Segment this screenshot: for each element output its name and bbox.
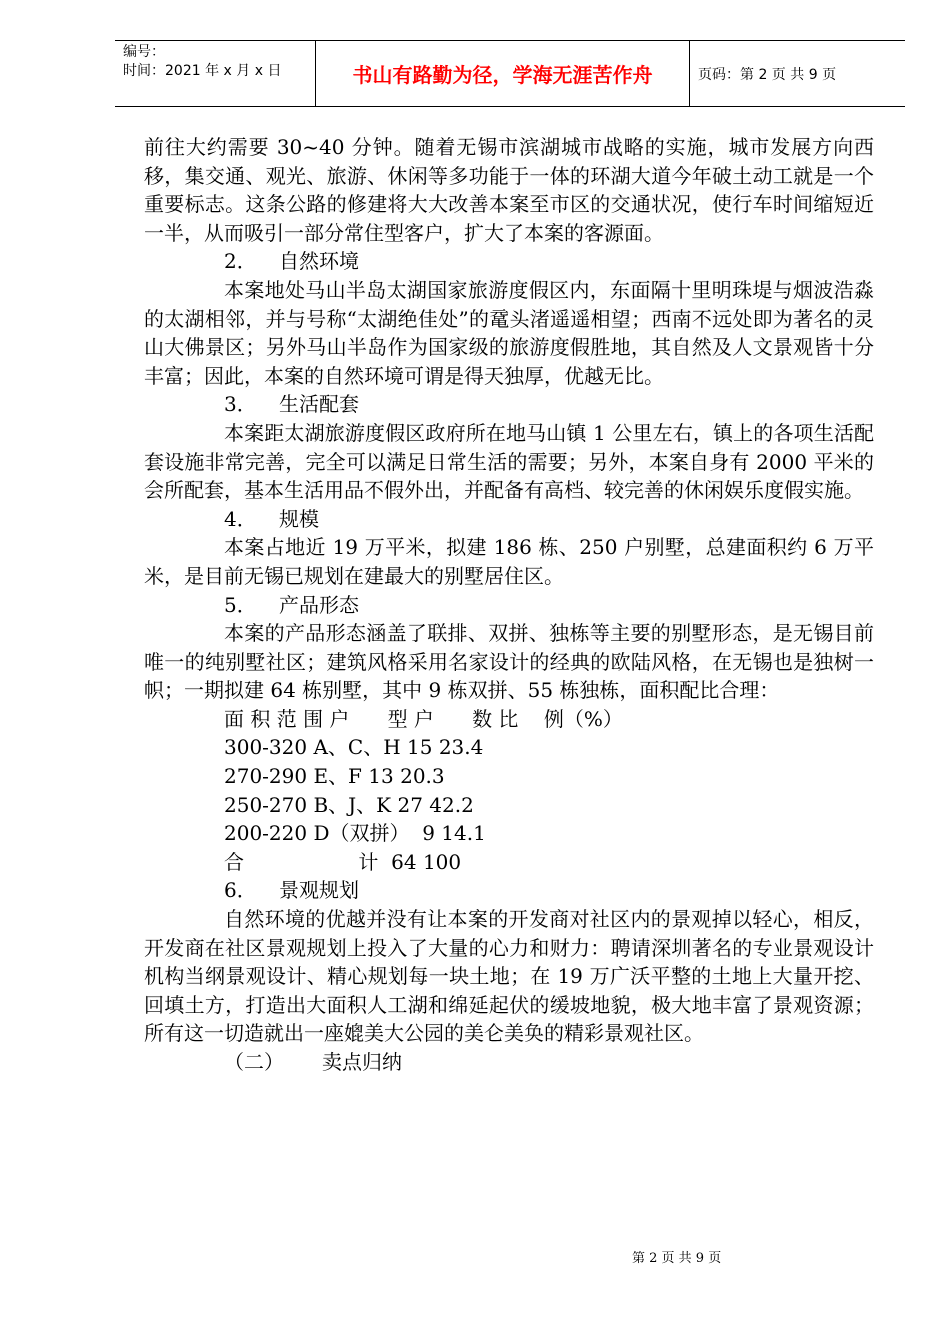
section-heading-product-form — [144, 591, 874, 620]
document-body — [144, 133, 874, 1077]
section-heading-natural-environment — [144, 247, 874, 276]
time-label: 时间：2021 年 x 月 x 日 — [123, 63, 282, 79]
section-number: 3． — [224, 392, 257, 417]
section-title: 生活配套 — [279, 392, 359, 417]
section-number: 2． — [224, 249, 257, 274]
subsection-heading-selling-points — [144, 1048, 874, 1077]
serial-number-label: 编号： — [123, 44, 165, 60]
paragraph-intro: 前往大约需要 30~40 分钟。随着无锡市滨湖城市战略的实施，城市发展方向西移，集交通、观光、旅游、休闲等多功能于一体的环湖大道今年破土动工就是一个重要标志。这条公路的修建将大大改善本案至市区的交通状况，使行车时间缩短近一半，从而吸引一部分常住型客户，扩大了本案的客源面。 — [144, 135, 874, 245]
section-heading-scale — [144, 505, 874, 534]
section-title: 景观规划 — [279, 878, 359, 903]
area-table-total-row: 合 计 64 100 — [224, 849, 462, 874]
subsection-number: （二） — [224, 1050, 284, 1074]
section-number: 5． — [224, 592, 257, 617]
page-header — [115, 40, 905, 107]
subsection-title: 卖点归纳 — [322, 1050, 402, 1074]
paragraph-living-facilities: 本案距太湖旅游度假区政府所在地马山镇 1 公里左右，镇上的各项生活配套设施非常完善，完全可以满足日常生活的需要；另外，本案自身有 2000 平米的会所配套，基本生活用品不假外出，并配备有高档、较完善的休闲娱乐度假实施。 — [144, 420, 874, 503]
section-title: 规模 — [279, 506, 319, 531]
header-meta-cell — [115, 41, 316, 106]
area-table-row: 270-290 E、F 13 20.3 — [224, 764, 445, 789]
header-page-number: 页码：第 2 页 共 9 页 — [698, 66, 837, 83]
paragraph-scale: 本案占地近 19 万平米，拟建 186 栋、250 户别墅，总建面积约 6 万平米，是目前无锡已规划在建最大的别墅居住区。 — [144, 535, 874, 588]
section-heading-living-facilities — [144, 390, 874, 419]
header-motto: 书山有路勤为径，学海无涯苦作舟 — [316, 41, 690, 106]
section-heading-landscape — [144, 876, 874, 905]
section-number: 4． — [224, 506, 257, 531]
area-table-row: 300-320 A、C、H 15 23.4 — [224, 735, 484, 760]
paragraph-product-form: 本案的产品形态涵盖了联排、双拼、独栋等主要的别墅形态，是无锡目前唯一的纯别墅社区；建筑风格采用名家设计的经典的欧陆风格，在无锡也是独树一帜；一期拟建 64 栋别墅，其中 9 栋双拼、55 栋独栋，面积配比合理： — [144, 621, 874, 703]
paragraph-natural-environment: 本案地处马山半岛太湖国家旅游度假区内，东面隔十里明珠堤与烟波浩淼的太湖相邻，并与号称“太湖绝佳处”的鼋头渚遥遥相望；西南不远处即为著名的灵山大佛景区；另外马山半岛作为国家级的旅游度假胜地，其自然及人文景观皆十分丰富；因此，本案的自然环境可谓是得天独厚，优越无比。 — [144, 277, 874, 388]
section-title: 自然环境 — [279, 249, 359, 274]
area-table-row: 250-270 B、J、K 27 42.2 — [224, 792, 474, 817]
section-number: 6． — [224, 878, 257, 903]
section-title: 产品形态 — [279, 592, 359, 617]
area-table-row: 200-220 D（双拼） 9 14.1 — [224, 821, 486, 846]
page-footer: 第 2 页 共 9 页 — [632, 1251, 722, 1266]
paragraph-landscape: 自然环境的优越并没有让本案的开发商对社区内的景观掉以轻心，相反，开发商在社区景观规划上投入了大量的心力和财力：聘请深圳著名的专业景观设计机构当纲景观设计、精心规划每一块土地；在 19 万广沃平整的土地上大量开挖、回填土方，打造出大面积人工湖和绵延起伏的缓坡地貌，极大地丰富了景观资源；所有这一切造就出一座媲美大公园的美仑美奂的精彩景观社区。 — [144, 907, 874, 1046]
area-table-header: 面 积 范 围 户 型 户 数 比 例（%） — [224, 706, 623, 731]
